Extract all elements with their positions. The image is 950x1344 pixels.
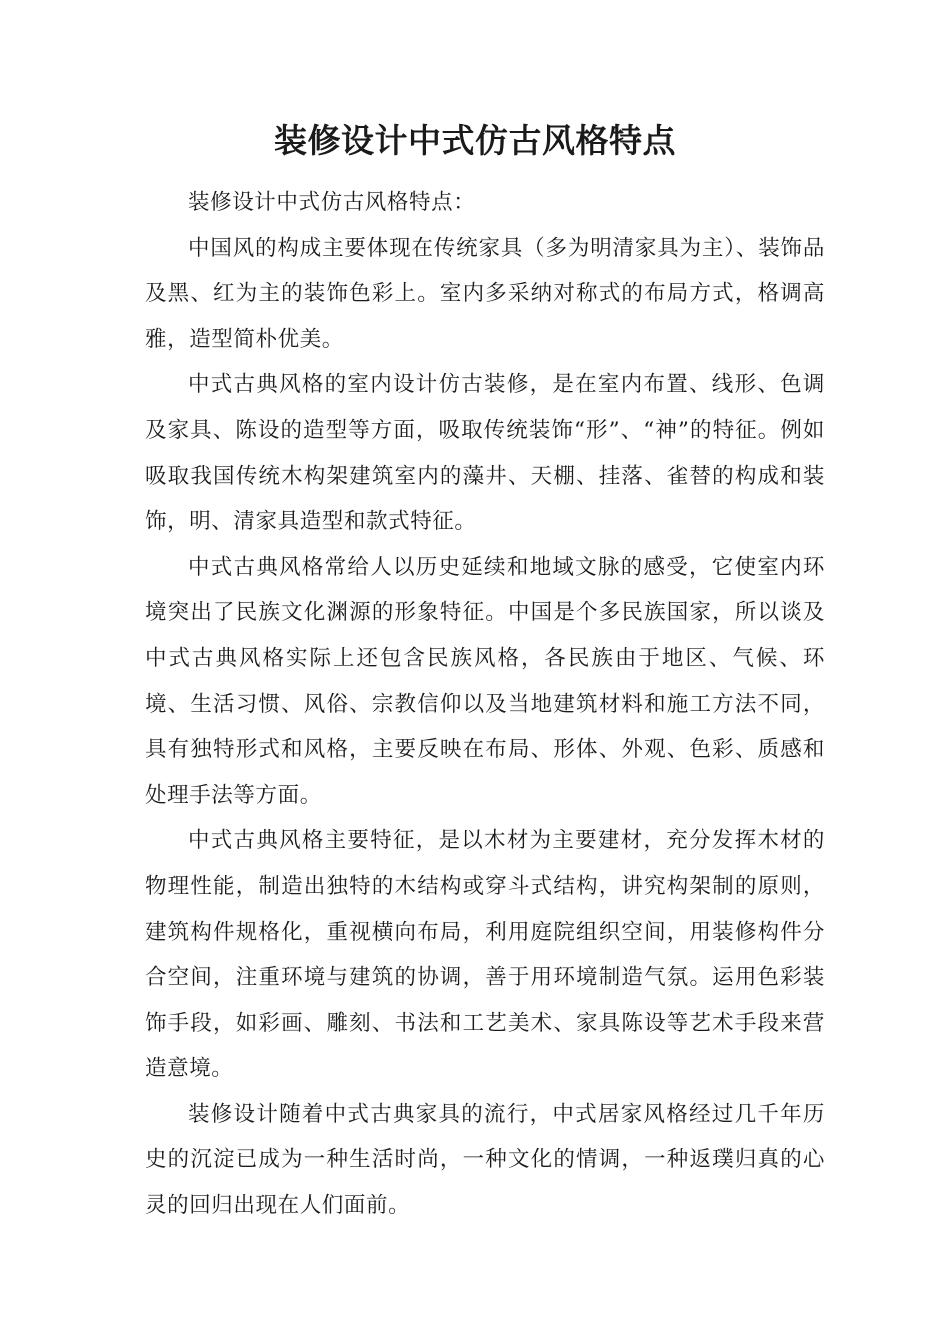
paragraph-trend: 装修设计随着中式古典家具的流行，中式居家风格经过几千年历史的沉淀已成为一种生活时尚，一种文化的情调，一种返璞归真的心灵的回归出现在人们面前。	[145, 1101, 825, 1219]
paragraph-interior-design: 中式古典风格的室内设计仿古装修，是在室内布置、线形、色调及家具、陈设的造型等方面，吸取传统装饰“形”、“神”的特征。例如吸取我国传统木构架建筑室内的藻井、天棚、挂落、雀替的构成和装饰，明、清家具造型和款式特征。	[145, 372, 825, 535]
document-title: 装修设计中式仿古风格特点	[274, 121, 676, 160]
paragraph-composition: 中国风的构成主要体现在传统家具（多为明清家具为主）、装饰品及黑、红为主的装饰色彩上。室内多采纳对称式的布局方式，格调高雅，造型简朴优美。	[145, 235, 825, 352]
paragraph-main-features: 中式古典风格主要特征，是以木材为主要建材，充分发挥木材的物理性能，制造出独特的木结构或穿斗式结构，讲究构架制的原则，建筑构件规格化，重视横向布局，利用庭院组织空间，用装修构件分合空间，注重环境与建筑的协调，善于用环境制造气氛。运用色彩装饰手段，如彩画、雕刻、书法和工艺美术、家具陈设等艺术手段来营造意境。	[145, 828, 825, 1082]
paragraph-history-culture: 中式古典风格常给人以历史延续和地域文脉的感受，它使室内环境突出了民族文化渊源的形象特征。中国是个多民族国家，所以谈及中式古典风格实际上还包含民族风格，各民族由于地区、气候、环境、生活习惯、风俗、宗教信仰以及当地建筑材料和施工方法不同，具有独特形式和风格，主要反映在布局、形体、外观、色彩、质感和处理手法等方面。	[145, 554, 825, 808]
paragraph-intro: 装修设计中式仿古风格特点：	[188, 190, 476, 215]
document-body	[145, 180, 825, 1229]
